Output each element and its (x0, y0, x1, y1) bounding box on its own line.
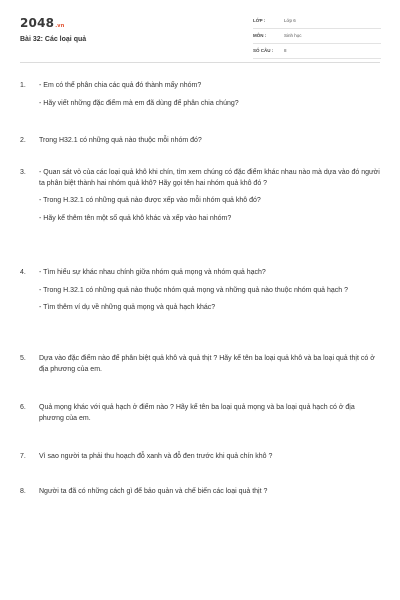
question-line: - Hãy kể thêm tên một số quả khô khác và xếp vào hai nhóm? (39, 214, 232, 222)
question-line: Quả mọng khác với quả hạch ở điểm nào ? Hãy kể tên ba loại quả mọng và ba loại quả hạch có ở địa phương của em. (39, 404, 355, 422)
info-row-class (253, 14, 381, 29)
question-7 (20, 452, 380, 463)
question-line: - Quan sát vỏ của các loại quả khô khi chín, tìm xem chúng có đặc điểm khác nhau nào mà dựa vào đó người ta phân biệt thành hai nhóm quả khô? Hãy gọi tên hai nhóm quả khô đó ? (39, 169, 380, 187)
question-number: 1. (20, 82, 26, 89)
question-number: 5. (20, 355, 26, 362)
site-logo[interactable] (20, 16, 65, 30)
info-label: MÔN : (253, 33, 267, 38)
question-number: 3. (20, 169, 26, 176)
info-row-question-count (253, 44, 381, 59)
info-value: Lớp 6 (284, 18, 296, 23)
header-divider (20, 62, 380, 63)
question-line: - Em có thể phân chia các quả đó thành mấy nhóm? (39, 82, 202, 89)
question-5 (20, 354, 380, 375)
question-8 (20, 487, 380, 498)
question-line: - Tìm hiểu sự khác nhau chính giữa nhóm quả mọng và nhóm quả hạch? (39, 269, 266, 276)
question-3 (20, 168, 380, 224)
info-row-subject (253, 29, 381, 44)
question-2 (20, 136, 380, 147)
question-number: 7. (20, 453, 26, 460)
question-line: - Trong H.32.1 có những quả nào được xếp vào mỗi nhóm quả khô đó? (39, 197, 261, 204)
question-line: - Tìm thêm ví dụ về những quả mọng và quả hạch khác? (39, 304, 216, 311)
info-value: Sinh học (284, 33, 302, 38)
question-line: - Hãy viết những đặc điểm mà em đã dùng để phân chia chúng? (39, 99, 239, 107)
info-label: SỐ CÂU : (253, 48, 274, 53)
question-number: 2. (20, 137, 26, 144)
logo-suffix: .vn (55, 23, 65, 29)
lesson-title: Bài 32: Các loại quả (20, 36, 87, 43)
question-1 (20, 81, 380, 109)
question-6 (20, 403, 380, 424)
question-line: Dựa vào đặc điểm nào để phân biệt quả khô và quả thịt ? Hãy kể tên ba loại quả khô và ba loại quả thịt có ở địa phương của em. (39, 355, 375, 373)
info-label: LỚP : (253, 18, 266, 23)
question-number: 4. (20, 269, 26, 276)
info-value: 8 (284, 48, 287, 53)
logo-text: 2048 (20, 16, 55, 30)
question-4 (20, 268, 380, 314)
question-line: - Trong H.32.1 có những quả nào thuộc nhóm quả mọng và những quả nào thuộc nhóm quả hạch ? (39, 286, 349, 294)
question-number: 6. (20, 404, 26, 411)
question-line: Vì sao người ta phải thu hoạch đỗ xanh và đỗ đen trước khi quả chín khô ? (39, 453, 273, 460)
question-line: Trong H32.1 có những quả nào thuộc mỗi nhóm đó? (39, 137, 202, 144)
question-number: 8. (20, 488, 26, 495)
question-line: Người ta đã có những cách gì để bảo quản và chế biến các loại quả thịt ? (39, 488, 268, 495)
